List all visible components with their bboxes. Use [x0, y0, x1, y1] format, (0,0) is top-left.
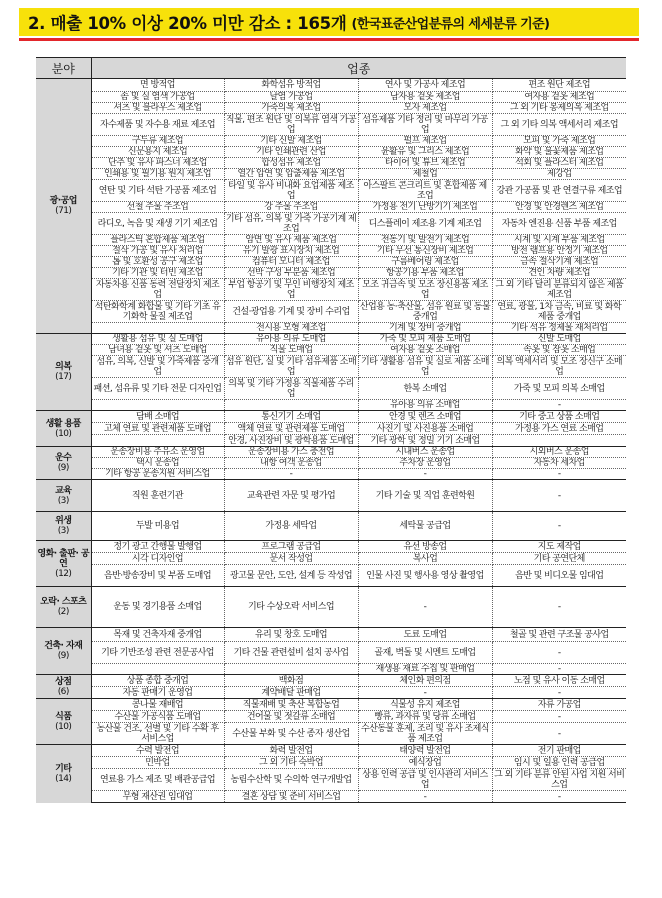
category-cell: [36, 512, 91, 541]
industry-cell: 노점 및 유사 이동 소매업: [492, 675, 626, 687]
industry-cell: 가죽 및 모피 제품 도매업: [358, 334, 492, 345]
industry-cell: 계약배달 판매업: [224, 687, 358, 699]
industry-cell: 건설·광업용 기계 및 장비 수리업: [224, 301, 358, 323]
category-cell: [36, 79, 91, 334]
table-row: [36, 114, 626, 136]
category-name: 식품: [55, 711, 72, 722]
category-cell: [36, 411, 91, 447]
industry-cell: 수산동물 훈제, 조리 및 유사 조제식품 제조업: [358, 723, 492, 745]
industry-cell: 구름베어링 제조업: [358, 257, 492, 268]
industry-cell: 타일 및 유사 비내화 요업제품 제조업: [224, 180, 358, 202]
industry-cell: 자동차 엔진용 신품 부품 제조업: [492, 213, 626, 235]
section-4: [36, 480, 626, 512]
industry-cell: 자수제품 및 자수용 재료 제조업: [91, 114, 224, 136]
industry-cell: [224, 664, 358, 675]
table-row: [36, 257, 626, 268]
industry-cell: 석회 및 플라스터 제조업: [492, 158, 626, 169]
industry-cell: 구두류 제조업: [91, 136, 224, 147]
industry-cell: 날염 가공업: [224, 92, 358, 103]
category-count: (14): [55, 773, 72, 784]
industry-cell: 가정용 전기 난방기기 제조업: [358, 202, 492, 213]
industry-cell: 강관 가공품 및 관 연결구류 제조업: [492, 180, 626, 202]
industry-cell: 기타 건물 관련설비 설치 공사업: [224, 642, 358, 664]
industry-cell: 선철 주물 주조업: [91, 202, 224, 213]
industry-cell: 복사업: [358, 553, 492, 565]
industry-cell: [91, 435, 224, 447]
industry-cell: 남자용 겉옷 제조업: [358, 92, 492, 103]
industry-cell: -: [358, 469, 492, 480]
industry-cell: 그 외 기타 봉제의복 제조업: [492, 103, 626, 114]
category-cell: [36, 447, 91, 480]
industry-cell: 식물성 유지 제조업: [358, 699, 492, 711]
industry-cell: 기타 생활용 섬유 및 실로 제품 소매업: [358, 356, 492, 378]
industry-cell: 음반 및 비디오물 임대업: [492, 565, 626, 587]
industry-cell: 셔츠 및 블라우스 제조업: [91, 103, 224, 114]
industry-cell: 모조 귀금속 및 모조 장신용품 제조업: [358, 279, 492, 301]
industry-cell: 직물 도매업: [224, 345, 358, 356]
industry-cell: 생활용 섬유 및 실 도매업: [91, 334, 224, 345]
industry-cell: 패션, 섬유류 및 기타 전문 디자인업: [91, 378, 224, 400]
category-cell: [36, 675, 91, 699]
industry-cell: 안경, 사진장비 및 광학용품 도매업: [224, 435, 358, 447]
title-banner: [19, 8, 639, 36]
industry-cell: [224, 400, 358, 411]
section-2: [36, 411, 626, 447]
industry-cell: -: [358, 687, 492, 699]
table-row: [36, 699, 626, 711]
industry-cell: 프로그램 공급업: [224, 541, 358, 553]
industry-cell: 기타 기관 및 터빈 제조업: [91, 268, 224, 279]
industry-cell: 기타 인쇄관련 산업: [224, 147, 358, 158]
title-underline: [19, 38, 639, 41]
industry-cell: 지도 제작업: [492, 541, 626, 553]
industry-cell: 자동 판매기 운영업: [91, 687, 224, 699]
table-row: [36, 180, 626, 202]
industry-table: [36, 57, 626, 803]
industry-cell: 화력 발전업: [224, 745, 358, 757]
industry-cell: 화학섬유 방적업: [224, 79, 358, 92]
industry-cell: 전기 판매업: [492, 745, 626, 757]
category-name: 건축· 자재: [44, 641, 83, 651]
section-5: [36, 512, 626, 541]
industry-cell: 의복 액세서리 및 모조 장신구 소매업: [492, 356, 626, 378]
table-row: [36, 378, 626, 400]
industry-cell: 섬유제품 기타 정리 및 마무리 가공업: [358, 114, 492, 136]
industry-cell: 유기 발광 표시장치 제조업: [224, 246, 358, 257]
category-count: (10): [55, 428, 72, 439]
page-title: 2. 매출 10% 이상 20% 미만 감소 : 165개: [28, 14, 347, 33]
industry-cell: -: [492, 711, 626, 723]
table-row: [36, 92, 626, 103]
industry-cell: 수산물 가공식품 도매업: [91, 711, 224, 723]
industry-cell: 통신기기 소매업: [224, 411, 358, 423]
industry-cell: 견인 차량 제조업: [492, 268, 626, 279]
category-cell: [36, 587, 91, 628]
industry-cell: -: [492, 723, 626, 745]
industry-cell: 방전 램프용 안정기 제조업: [492, 246, 626, 257]
industry-cell: 부업 항공기 및 무인 비행장치 제조업: [224, 279, 358, 301]
industry-cell: 그 외 기타 의복 액세서리 제조업: [492, 114, 626, 136]
industry-cell: 직물, 편조 원단 및 의복류 염색 가공업: [225, 114, 357, 135]
industry-cell: 운동 및 경기용품 소매업: [91, 587, 224, 628]
category-name: 기타: [55, 763, 72, 774]
industry-cell: 무형 재산권 임대업: [91, 791, 224, 803]
category-name: 교육: [55, 485, 72, 496]
industry-cell: 톱 및 호환성 공구 제조업: [91, 257, 224, 268]
category-count: (3): [57, 526, 69, 536]
industry-cell: 제강업: [492, 169, 626, 180]
category-name: 위생: [55, 516, 72, 526]
category-cell: [36, 628, 91, 675]
table-row: [36, 687, 626, 699]
industry-cell: 두발 미용업: [91, 512, 224, 541]
category-name: 생활 용품: [45, 418, 81, 429]
section-9: [36, 675, 626, 699]
table-row: [36, 769, 626, 791]
industry-cell: 모자 제조업: [358, 103, 492, 114]
industry-cell: 산업용 농·축산물, 섬유 원료 및 동물 중개업: [359, 301, 491, 322]
table-row: [36, 103, 626, 114]
category-count: (17): [55, 372, 72, 382]
industry-cell: 기타 기반조성 관련 전문공사업: [91, 642, 224, 664]
header-row: [36, 58, 626, 79]
table-row: [36, 541, 626, 553]
industry-cell: 열간 압연 및 압출제품 제조업: [224, 169, 358, 180]
table-row: [36, 711, 626, 723]
table-row: [36, 202, 626, 213]
industry-cell: -: [492, 469, 626, 480]
section-6: [36, 541, 626, 587]
industry-cell: 문서 작성업: [224, 553, 358, 565]
industry-cell: 담배 소매업: [91, 411, 224, 423]
industry-cell: -: [492, 400, 626, 411]
table-row: [36, 356, 626, 378]
table-row: [36, 791, 626, 803]
industry-cell: 화약 및 불꽃제품 제조업: [492, 147, 626, 158]
industry-cell: 유아용 의류 소매업: [358, 400, 492, 411]
industry-cell: 농산물 건조, 선별 및 기타 수확 후 서비스업: [91, 723, 224, 745]
industry-cell: 운송장비용 가스 충전업: [224, 447, 358, 458]
category-count: (2): [57, 607, 69, 617]
industry-cell: 결혼 상담 및 준비 서비스업: [224, 791, 358, 803]
industry-cell: 유선 방송업: [358, 541, 492, 553]
industry-cell: 가죽 및 모피 의복 소매업: [492, 378, 626, 400]
industry-cell: 여자용 겉옷 소매업: [358, 345, 492, 356]
industry-cell: 연료용 가스 제조 및 배관공급업: [91, 769, 224, 791]
industry-cell: -: [358, 587, 492, 628]
table-row: [36, 435, 626, 447]
industry-cell: 유아용 의류 도매업: [224, 334, 358, 345]
category-name: 의복: [55, 362, 72, 372]
industry-cell: 면 방적업: [91, 79, 224, 92]
industry-cell: 음반·방송장비 및 부품 도매업: [91, 565, 224, 587]
industry-cell: 펄프 제조업: [358, 136, 492, 147]
industry-cell: -: [492, 512, 626, 541]
category-name: 영화· 출판· 공연: [37, 548, 90, 569]
table-row: [36, 512, 626, 541]
industry-cell: 편조 원단 제조업: [492, 79, 626, 92]
industry-cell: 인물 사진 및 행사용 영상 촬영업: [358, 565, 492, 587]
category-name: 오락· 스포츠: [40, 597, 87, 607]
industry-cell: 금속 절삭기계 제조업: [492, 257, 626, 268]
industry-cell: 사진기 및 사진용품 소매업: [358, 423, 492, 435]
industry-cell: 기타 수상오락 서비스업: [224, 587, 358, 628]
category-name: 상점: [55, 676, 72, 687]
industry-cell: 재생용 재료 수집 및 판매업: [358, 664, 492, 675]
table-row: [36, 458, 626, 469]
industry-cell: 건어물 및 젓갈류 소매업: [224, 711, 358, 723]
industry-cell: 수력 발전업: [91, 745, 224, 757]
section-7: [36, 587, 626, 628]
table-row: [36, 246, 626, 257]
industry-cell: 주차장 운영업: [358, 458, 492, 469]
category-count: (9): [57, 463, 69, 473]
category-cell: [36, 699, 91, 745]
industry-cell: 신발 도매업: [492, 334, 626, 345]
table-row: [36, 268, 626, 279]
industry-cell: 기타 기술 및 직업 훈련학원: [358, 480, 492, 512]
industry-cell: 석탄화학계 화합물 및 기타 기초 유기화학 물질 제조업: [91, 301, 224, 323]
industry-cell: 섬유, 의복, 신발 및 가죽제품 중개업: [91, 356, 224, 378]
category-cell: [36, 334, 91, 411]
industry-cell: 세탁물 공급업: [358, 512, 492, 541]
industry-cell: 라디오, 녹음 및 재생 기기 제조업: [91, 213, 224, 235]
section-11: [36, 745, 626, 803]
table-row: [36, 301, 626, 323]
category-count: (6): [57, 686, 69, 697]
industry-cell: 한복 소매업: [358, 378, 492, 400]
table-row: [36, 642, 626, 664]
industry-cell: -: [358, 791, 492, 803]
industry-cell: 백화점: [224, 675, 358, 687]
industry-cell: 단추 및 유사 파스너 제조업: [91, 158, 224, 169]
industry-cell: 예식장업: [358, 757, 492, 769]
section-1: [36, 334, 626, 411]
table-row: [36, 587, 626, 628]
table-row: [36, 675, 626, 687]
industry-cell: 기타 무선 통신장비 제조업: [358, 246, 492, 257]
industry-cell: [91, 664, 224, 675]
industry-cell: 안경 및 렌즈 소매업: [358, 411, 492, 423]
industry-cell: 절삭 가공 및 유사 처리업: [91, 246, 224, 257]
industry-cell: 기타 공연단체: [492, 553, 626, 565]
industry-cell: 기타 석유 정제물 재처리업: [492, 323, 626, 334]
table-row: [36, 213, 626, 235]
industry-cell: 시외버스 운송업: [492, 447, 626, 458]
industry-cell: 기타 섬유, 의복 및 가죽 가공기계 제조업: [225, 213, 357, 234]
industry-cell: 운송장비용 주유소 운영업: [91, 447, 224, 458]
header-industries: 업종: [91, 58, 626, 79]
industry-cell: 가죽의복 제조업: [224, 103, 358, 114]
industry-cell: -: [492, 664, 626, 675]
industry-cell: 자동차용 신품 동력 전달장치 제조업: [91, 279, 224, 301]
industry-cell: 그 외 기타 분류 안된 사업 지원 서비스업: [492, 769, 626, 791]
page-subtitle: (한국표준산업분류의 세세분류 기준): [351, 16, 550, 32]
industry-cell: 태양력 발전업: [358, 745, 492, 757]
table-row: [36, 757, 626, 769]
industry-cell: 철골 및 관련 구조물 공사업: [492, 628, 626, 642]
category-cell: [36, 480, 91, 512]
industry-cell: 자동차 세차업: [492, 458, 626, 469]
table-row: [36, 723, 626, 745]
industry-cell: 광고물 문안, 도안, 설계 등 작성업: [224, 565, 358, 587]
industry-cell: 목재 및 건축자재 중개업: [91, 628, 224, 642]
industry-cell: 컴퓨터 모니터 제조업: [224, 257, 358, 268]
industry-cell: 모피 및 가죽 제조업: [492, 136, 626, 147]
industry-cell: 내항 여객 운송업: [224, 458, 358, 469]
industry-cell: 기타 중고 상품 소매업: [492, 411, 626, 423]
industry-cell: -: [492, 642, 626, 664]
industry-cell: 도료 도매업: [358, 628, 492, 642]
table-row: [36, 400, 626, 411]
industry-cell: 농림수산학 및 수의학 연구개발업: [224, 769, 358, 791]
industry-cell: 수산물 부화 및 수산 종자 생산업: [224, 723, 358, 745]
industry-cell: 액체 연료 및 관련제품 도매업: [224, 423, 358, 435]
section-8: [36, 628, 626, 675]
industry-cell: 직물재배 및 축산 복합농업: [224, 699, 358, 711]
industry-cell: 상용 인력 공급 및 인사관리 서비스업: [358, 769, 492, 791]
industry-cell: [91, 400, 224, 411]
industry-cell: 암면 및 유사 제품 제조업: [224, 235, 358, 246]
industry-cell: 아스팔트 콘크리트 및 혼합제품 제조업: [358, 180, 492, 202]
industry-cell: 체인화 편의점: [358, 675, 492, 687]
category-count: (71): [55, 206, 72, 216]
section-3: [36, 447, 626, 480]
table-row: [36, 158, 626, 169]
category-count: (10): [55, 721, 72, 732]
header-category: 분야: [36, 58, 91, 79]
industry-cell: -: [224, 469, 358, 480]
table-row: [36, 136, 626, 147]
industry-cell: 합성섬유 제조업: [224, 158, 358, 169]
industry-cell: 선박 구성 부분품 제조업: [224, 268, 358, 279]
category-count: (9): [57, 651, 69, 661]
table-row: [36, 345, 626, 356]
industry-cell: 연료, 광물, 1차 금속, 비료 및 화학제품 중개업: [492, 301, 626, 323]
table-row: [36, 480, 626, 512]
industry-cell: 기타 항공 운송지원 서비스업: [91, 469, 224, 480]
industry-cell: 타이어 및 튜브 제조업: [358, 158, 492, 169]
industry-cell: 플라스틱 혼합제품 제조업: [91, 235, 224, 246]
section-0: [36, 79, 626, 334]
industry-cell: -: [492, 587, 626, 628]
industry-cell: 강 주물 주조업: [224, 202, 358, 213]
table-row: [36, 235, 626, 246]
industry-cell: -: [492, 791, 626, 803]
industry-cell: 속옷 및 잠옷 소매업: [492, 345, 626, 356]
table-row: [36, 79, 626, 92]
industry-cell: 기타 광학 및 정밀 기기 소매업: [358, 435, 492, 447]
table-row: [36, 279, 626, 301]
industry-cell: 정기 광고 간행물 발행업: [91, 541, 224, 553]
industry-cell: 임시 및 일용 인력 공급업: [492, 757, 626, 769]
category-name: 광·공업: [49, 196, 77, 206]
industry-cell: 가정용 세탁업: [224, 512, 358, 541]
table-row: [36, 411, 626, 423]
industry-cell: 항공기용 부품 제조업: [358, 268, 492, 279]
table-row: [36, 745, 626, 757]
section-10: [36, 699, 626, 745]
industry-cell: 인쇄용 및 필기용 원지 제조업: [91, 169, 224, 180]
industry-cell: 가정용 가스 연료 소매업: [492, 423, 626, 435]
industry-cell: 유리 및 창호 도매업: [224, 628, 358, 642]
industry-cell: 시내버스 운송업: [358, 447, 492, 458]
table-row: [36, 334, 626, 345]
industry-cell: 전동기 및 발전기 제조업: [358, 235, 492, 246]
table-row: [36, 664, 626, 675]
industry-cell: 시각 디자인업: [91, 553, 224, 565]
category-count: (12): [55, 568, 72, 579]
industry-cell: 전시용 모형 제조업: [224, 323, 358, 334]
industry-cell: 기타 신발 제조업: [224, 136, 358, 147]
industry-cell: 직원 훈련기관: [91, 480, 224, 512]
industry-cell: 남녀용 겉옷 및 셔츠 도매업: [91, 345, 224, 356]
industry-cell: 기계 및 장비 중개업: [358, 323, 492, 334]
industry-cell: [91, 323, 224, 334]
industry-cell: -: [492, 480, 626, 512]
category-cell: [36, 541, 91, 587]
industry-cell: 콩나물 재배업: [91, 699, 224, 711]
industry-cell: 섬유 원단, 실 및 기타 섬유제품 소매업: [225, 356, 357, 377]
industry-cell: 시계 및 시계 부품 제조업: [492, 235, 626, 246]
industry-cell: 그 외 기타 숙박업: [224, 757, 358, 769]
industry-cell: 민박업: [91, 757, 224, 769]
industry-cell: -: [492, 687, 626, 699]
table-row: [36, 469, 626, 480]
category-count: (3): [57, 495, 69, 506]
table-row: [36, 169, 626, 180]
industry-cell: 의복 및 기타 가정용 직물제품 수리업: [224, 378, 358, 400]
industry-cell: 상품 종합 중개업: [91, 675, 224, 687]
table-row: [36, 553, 626, 565]
industry-cell: 윤활유 및 그리스 제조업: [358, 147, 492, 158]
table-row: [36, 628, 626, 642]
industry-cell: 솜 및 실 염색 가공업: [91, 92, 224, 103]
industry-cell: 택시 운송업: [91, 458, 224, 469]
table-row: [36, 323, 626, 334]
industry-cell: [492, 435, 626, 447]
table-row: [36, 565, 626, 587]
industry-cell: 신문용지 제조업: [91, 147, 224, 158]
category-name: 운수: [55, 453, 72, 463]
industry-cell: 빵류, 과자류 및 당류 소매업: [358, 711, 492, 723]
industry-cell: 골재, 벽돌 및 시멘트 도매업: [358, 642, 492, 664]
industry-cell: 안경 및 안경렌즈 제조업: [492, 202, 626, 213]
industry-cell: 제철업: [358, 169, 492, 180]
industry-cell: 디스플레이 제조용 기계 제조업: [358, 213, 492, 235]
industry-cell: 그 외 기타 달리 분류되지 않은 제품 제조업: [492, 279, 626, 301]
industry-cell: 교육관련 자문 및 평가업: [224, 480, 358, 512]
table-row: [36, 147, 626, 158]
table-row: [36, 447, 626, 458]
industry-cell: 고체 연료 및 관련제품 도매업: [91, 423, 224, 435]
industry-cell: 여자용 겉옷 제조업: [492, 92, 626, 103]
table-row: [36, 423, 626, 435]
industry-cell: 연탄 및 기타 석탄 가공품 제조업: [91, 180, 224, 202]
category-cell: [36, 745, 91, 803]
industry-cell: 연사 및 가공사 제조업: [358, 79, 492, 92]
industry-cell: 자류 가공업: [492, 699, 626, 711]
